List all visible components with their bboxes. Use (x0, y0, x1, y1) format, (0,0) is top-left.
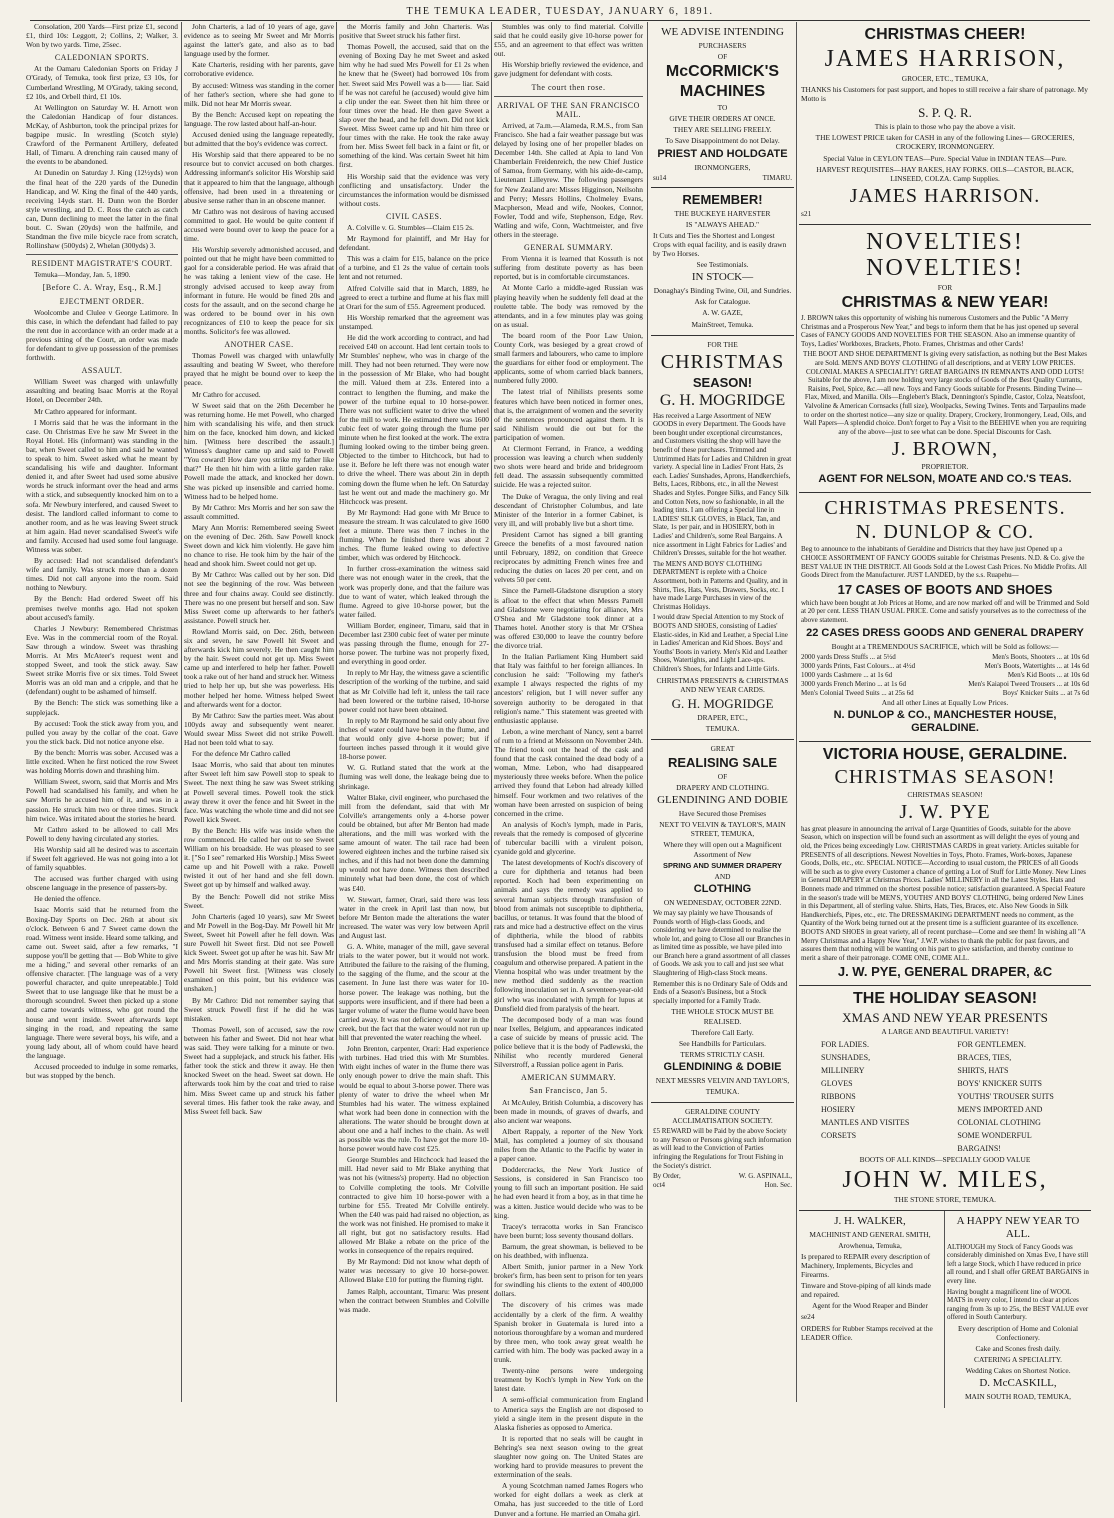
ad-line: Arowhenua, Temuka, (838, 1240, 902, 1250)
column-rule (647, 22, 648, 1402)
dunlop-ad (799, 493, 1091, 741)
ad-text: Has received a Large Assortment of NEW GOODS in every Department. The Goods have been bought under exceptional circumstances, and Customers visiting the shop will have the benefit of these purchases. Trimmed and Untrimmed Hats for Ladies and Children in great variety. A special line in Ladies' Front Hats, 2s each. Ladies' Sunshades, Aprons, Handkerchiefs, Belts, Laces, Ribbons, etc., in all the Newest Shades and Styles. Pongee Silks, and Fancy Silk and Cotton Nets, now so fashionable, in all the leading tints. I am offering a Special line in LADIES' SILK GLOVES, in Black, Tan, and Slate, 1s per pair, and in HOSIERY, both in Ladies' and Children's, some Real Bargains. A nice assortment in Light Fabrics for Ladies' and Children's Dresses, suitable for the hot weather. (653, 411, 792, 558)
ad-line: NEXT TO VELVIN & TAYLOR'S, MAIN STREET, TEMUKA, (659, 820, 786, 839)
ad-line: PURCHASERS (698, 41, 747, 50)
ad-line: See Handbills for Particulars. (678, 1038, 767, 1048)
paragraph: Lebon, a wine merchant of Nancy, sent a barrel of rum to a friend at Meissonn on November 24th. The friend took out the head of the cask and found that the cask contained the dead body of a woman, Mme. Lebon, who had disappeared mysteriously three weeks before. When the police arrived they found that Lebon had already killed himself. Four workmen and two relatives of the woman have been arrested on suspicion of being concerned in the crime. (494, 726, 644, 818)
paragraph: By accused: Had not scandalised defendant's wife and family. Was struck more than a dozen times. Did not call anyone into the room. Said nothing to Newbury. (26, 556, 178, 593)
ad-text: which have been bought at Job Prices at Home, and are now marked off and will be Trimmed and Sold at 20 per cent. LESS THAN USUAL PRICE. Come and satisfy yourselves as to the correctness of the above statement. (801, 598, 1089, 624)
paragraph: It is reported that no seals will be caught in Behring's sea next season owing to the great slaughter now going on. The United States are working hard to provide measures to prevent the extermination of the seals. (494, 1433, 643, 1480)
ad-text: has great pleasure in announcing the arrival of Large Quantities of Goods, suitable for the above Season, which on inspection will be found such an assortment as will delight the eyes of young and old, the Prices being exceedingly Low. CHRISTMAS CARDS in great variety. Articles suitable for PRESENTS of all descriptions. Newest Novelties in Toys, Photo. Frames, Work-boxes, Japanese Goods, Dolls, etc., etc. SPECIAL NOTICE—According to usual custom, the PRICES of all Goods will be such as to give every Customer a chance of getting a Lot of Stuff for Little Money. New Lines in General DRAPERY at Christmas Prices. Ladies' MILLINERY in all the Latest Styles. Hats and Bonnets made and trimmed on the shortest possible notice; satisfaction guaranteed. A Special Feature in the season's trade will be MEN'S, YOUTHS' AND BOYS' CLOTHING, being ordered New Lines in this Department, all of sterling value. Shirts, Hats, Ties, Braces, etc. Also New Goods in Silk Handkerchiefs, Pipes, etc., etc. The DRESSMAKING DEPARTMENT needs no comment, as the Quantity of the Work being turned out at the present time is a sufficient guarantee of its excellence. BOOTS AND SHOES in great variety, all of recent purchase—Come and see them! In wishing all "A Merry Christmas and a Happy New Year," J.W.P. wishes to thank the public for past favors, and assures them that nothing will be wanting on his part to give satisfaction, and thereby continue to merit a share of their patronage. COME ONE, COME ALL. (801, 824, 1086, 962)
paragraph: A young Scotchman named James Rogers who worked for eight dollars a week as clerk at Omaha, has just succeeded to the title of Lord Dunver and a fortune. He married an Omaha girl. (494, 1481, 643, 1518)
mccormick-ad (651, 22, 794, 188)
list-item: RIBBONS (821, 1092, 856, 1102)
paragraph: At Clermont Ferrand, in France, a wedding procession was leaving a church when suddenly two shots were heard and bride and bridegroom fell dead. The assassin subsequently committed suicide. He was a rejected suitor. (494, 444, 643, 490)
section-heading: GENERAL SUMMARY. (524, 243, 613, 253)
ad-line: W. G. ASPINALL, (738, 1172, 792, 1181)
bench-line: [Before C. A. Wray, Esq., R.M.] (42, 283, 162, 293)
ad-line: Every description of Home and Colonial Confectionery. (957, 1324, 1079, 1343)
paragraph: William Sweet, sworn, said that Morris and Mrs Powell had scandalised his family, and when he saw Morris he accused him of it, and was in a passion. He struck him two or three times. Struck him twice. Was irritated about the stories he heard. (26, 777, 178, 823)
price-right: Men's Boots, Shooters ... at 10s 6d (992, 652, 1089, 661)
paragraph: By accused: Witness was standing in the corner of her father's section, where she had gone to milk. Did not hear Mr Morris swear. (184, 80, 334, 108)
price-right: Men's Kaiapoi Tweed Trousers ... at 10s 6d (968, 679, 1089, 688)
ad-line: GREAT (710, 743, 735, 753)
paragraph: Since the Parnell-Gladstone disruption a story is afloat to the effect that when Messrs Parnell and Gladstone were negotiating for alliance, Mrs O'Shea and Mr Gladstone took dinner at a Thames hotel. Another story is that Mr O'Shea was offered £30,000 to leave the country before the divorce trial. (494, 586, 643, 650)
harrison-ad (799, 22, 1091, 225)
ad-title: MACHINES (679, 83, 766, 101)
paragraph: George Stumbles and Hitchcock had leased the mill. Had never said to Mr Blake anything that was not his (witness's) property. Had no objection to Colville completing the tools. Mr Colville contracted to give him 10 horse-power with a turbine for £55. Treated Mr Colville entirely. When the £40 was paid had raised no objection, as the work was not finished. He promised to make it all right, but got no satisfactory results. Had allowed Mr Blake a rebate on the price of the works in consequence of the repairs required. (339, 1155, 489, 1256)
ad-line: HARVEST REQUISITES—HAY RAKES, HAY FORKS. OILS—CASTOR, BLACK, LINSEED, COLZA. Camp Supplies. (816, 164, 1074, 183)
ad-title: JAMES HARRISON. (849, 184, 1041, 207)
paragraph: John Charteris, a lad of 10 years of age, gave evidence as to seeing Mr Sweet and Mr Morris against the latter's gate, and also as to bad language used by the former. (184, 22, 334, 59)
price-row (801, 662, 1089, 671)
ad-line: TERMS STRICTLY CASH. (680, 1049, 765, 1059)
paragraph: President Carnot has signed a bill granting Greece the benefits of a most favoured nation until February, 1892, on condition that Greece reciprocates by admitting French wines free and reducing the duties on laces 20 per cent, and on velvets 50 per cent. (494, 529, 643, 585)
ad-line: A LARGE AND BEAUTIFUL VARIETY! (881, 1027, 1009, 1037)
ad-title: SPRING AND SUMMER DRAPERY (663, 860, 782, 870)
paragraph: By the bench: Morris was sober. Accused was a little excited. When he first noticed the row Sweet was holding Morris down and thrashing him. (26, 747, 178, 776)
paragraph: G. A. White, manager of the mill, gave several trials to the water power, but it would not work. Attributed the failure to the raising of the fluming, to the sagging of the flume, and the scour at the casement. In June last there was water for 10-horse power. The leakage was nothing, but the supports were insufficient, and if there had been a larger volume of water the flume would have been carried away. It was not deficiency of water in the creek, but the fact that the water would not run up hill that prevented the water reaching the wheel. (339, 942, 489, 1043)
ad-text: Tinware and Stove-piping of all kinds made and repaired. (801, 1281, 931, 1300)
paragraph: His Worship said all he desired was to ascertain if Sweet felt aggrieved. He was not going into a lot of family squabbles. (26, 844, 178, 873)
ad-title: 22 CASES DRESS GOODS AND GENERAL DRAPERY (806, 626, 1084, 639)
paragraph: Twenty-nine persons were undergoing treatment by Koch's lymph in New York on the latest date. (494, 1366, 643, 1394)
column-1 (26, 22, 178, 1402)
ad-line: MainStreet, Temuka. (691, 319, 754, 329)
ad-line: THEY ARE SELLING FREELY. (673, 125, 772, 135)
paragraph: Mr Cathro was not desirous of having accused committed to gaol. He would be quite content if accused were bound over to keep the peace for a time. (184, 206, 334, 244)
ad-title: J. W. PYE, GENERAL DRAPER, &C (837, 964, 1053, 980)
ad-line: DRAPERY AND CLOTHING. (676, 783, 769, 793)
ad-title: XMAS AND NEW YEAR PRESENTS (842, 1010, 1048, 1026)
paragraph: By Mr Cathro: Saw the parties meet. Was about 100yds away and subsequently went nearer. Would swear Miss Sweet did not strike Powell. Had not been told what to say. (184, 710, 334, 748)
ad-text: Remember this is no Ordinary Sale of Odds and Ends of a Season's Business, but a Stock specially imported for a Family Trade. (653, 979, 788, 1005)
paragraph: At Wellington on Saturday W. H. Arnott won the Caledonian Handicap of four distances. McKay, of Ashburton, took the principal prizes for bagpipe music. In wrestling (Scotch style) Crawford of the Permanent Artillery, defeated Hall, of Timaru. A drenching rain caused many of the events to be abandoned. (26, 102, 178, 167)
ad-line: THE BUCKEYE HARVESTER (674, 208, 771, 218)
paragraph: The decomposed body of a man was found near Ixelles, Belgium, and appearances indicated a case of suicide by means of prussic acid. The police believe that it is the body of Padlewski, the Nihilist who recently murdered General Silverstroff, a Russian police agent in Paris. (494, 1014, 643, 1070)
mogridge-ad (651, 336, 794, 740)
paragraph: Isaac Morris said that he returned from the Boxing-Day Sports on Dec. 26th at about six o'clock. Between 6 and 7 Sweet came down the road. Witness went inside. Heard some talking, and came out. Sweet said, after a few remarks, "I suppose you'll be getting that — Bob White to give me a hiding," and several other remarks of an offensive character. [The language was of a very powerful character, and quite unrepeatable.] Told Sweet that to use language like that he must be a thorough scoundrel. Sweet then picked up a stone and came towards witness, who got round the house and went inside. Sweet afterwards kept singing in the road, and repeating the same language. There were several boys, his wife, and a young lady about, all of whom could have heard the language. (26, 905, 178, 1060)
ad-line: THE STONE STORE, TEMUKA. (893, 1194, 997, 1204)
paragraph: His Worship said that the evidence was very conflicting and unsatisfactory. Under the circumstances the information would be dismissed without costs. (339, 171, 489, 208)
column-rule (181, 22, 182, 1402)
product-lists (801, 1038, 1089, 1155)
paragraph: Consolation, 200 Yards—First prize £1, second £1, third 10s: Leggott, 2; Collins, 2; Walker, 3. Won by two yards. Time, 25sec. (26, 22, 178, 50)
paragraph: His Worship severely admonished accused, and pointed out that he might have been committed to gaol for a considerable period. He was afraid that he was taking a lenient view of the case. He strongly advised accused to keep away from informant in future. He would be fined 20s and costs for the assault, and on the second charge he was ordered to be bound over in his own recognizances of £10 to keep the peace for six months. Solicitor's fee was allowed. (184, 245, 334, 336)
mccaskill-ad (944, 1211, 1091, 1408)
ad-line: THE WHOLE STOCK MUST BE REALISED. (671, 1007, 774, 1026)
column-6-ads (799, 22, 1091, 1402)
paragraph: Accused denied using the language repeatedly, but admitted that the boy's evidence was correct. (184, 130, 334, 149)
paragraph: For the defence Mr Cathro called (192, 749, 291, 759)
ad-line: Donaghay's Binding Twine, Oil, and Sundries. (653, 286, 792, 296)
ad-line: Special Value in CEYLON TEAS—Pure. Special Value in INDIAN TEAS—Pure. (823, 153, 1067, 163)
ad-title: J. BROWN, (891, 438, 999, 461)
paragraph: Mr Cathro appeared for informant. (34, 406, 137, 416)
price-row (801, 689, 1089, 698)
ad-line: NEXT MESSRS VELVIN AND TAYLOR'S, (655, 1075, 790, 1085)
ad-title: REALISING SALE (667, 754, 778, 770)
paragraph: In further cross-examination the witness said there was not enough water in the creek, that the work was properly done, and that the failure was due to want of water, which leaked through the flume. Agreed to give 10-horse power, but the water failed. (339, 564, 489, 619)
paragraph: Stumbles was only to find material. Colville said that he could easily give 10-horse power for £55, and an agreement to that effect was written out. (494, 22, 643, 59)
ad-line: BOOTS OF ALL KINDS—SPECIALLY GOOD VALUE (859, 1155, 1031, 1165)
ad-line: TEMUKA. (705, 723, 740, 733)
paragraph: I Morris said that he was the informant in the case. On Christmas Eve he saw Mr Sweet in the Royal Hotel. His (informant) was standing in the bar, when Sweet called to him and said he wanted to speak to him. Sweet asked what he meant by scandalising his wife and daughter. Informant denied it, and after Sweet had used some abusive words he struck informant over the head and arms with a stick, and subsequently knocked him on to a sofa. Mr Newbury interfered, and caused Sweet to desist. The landlord called informant to come to another room, and as he was leaving Sweet struck at him again. Had never scandalised Sweet's wife and family. Accused had used some foul language. Witness was sober. (26, 417, 178, 554)
paragraph: His Worship said that there appeared to be no resource but to convict accused on both charges. Addressing informant's solicitor His Worship said that it appeared to him that the language, although offensive, had been used in a threatening or abusive sense rather than in an obscene manner. (184, 150, 334, 205)
list-heading: FOR LADIES. (821, 1040, 870, 1050)
paragraph: the Morris family and John Charteris. Was positive that Sweet struck his father first. (339, 22, 489, 41)
ad-line: CATERING A SPECIALITY. (974, 1355, 1062, 1365)
ad-line: IS "ALWAYS AHEAD." (685, 219, 760, 229)
paragraph: A. Colville v. G. Stumbles—Claim £15 2s. (347, 222, 474, 232)
paragraph: Mr Cathro asked to be allowed to call Mrs Powell to deny having circulated any stories. (26, 824, 178, 843)
ad-line: Therefore Call Early. (691, 1027, 754, 1037)
paragraph: William Sweet was charged with unlawfully assaulting and beating Isaac Morris at the Royal Hotel, on December 24th. (26, 377, 178, 405)
ad-title: AGENT FOR NELSON, MOATE AND CO.'S TEAS. (818, 473, 1072, 486)
buckeye-ad (651, 188, 794, 336)
ad-title: PRIEST AND HOLDGATE (657, 147, 788, 160)
list-item: BOYS' KNICKER SUITS (957, 1079, 1042, 1089)
ad-title: REMEMBER! (682, 191, 763, 207)
price-right: Men's Boots, Watertights ... at 14s 6d (984, 661, 1089, 670)
paragraph: In the Italian Parliament King Humbert said that Italy was faithful to her foreign alliances. In conclusion he said: "Following my father's example I always respected the rights of my ancestors' religion, but I will never suffer any sovereign authority to be derogated in that religion's name." This statement was greeted with enthusiastic applause. (494, 652, 643, 725)
price-left: Men's Colonial Tweed Suits ... at 25s 6d (801, 688, 914, 697)
ad-title: CHRISTMAS CHEER! (864, 26, 1026, 43)
ad-text: We may say plainly we have Thousands of Pounds worth of High-class Goods, and considering we have determined to realise the whole lot, and going to Close all our Branches in as limited time as possible, we have piled into our Branch here a grand assortment of all classes of Goods. We ask you to call and just see what Slaughtering of High-class Stock means. (653, 908, 791, 978)
paragraph: He did the work according to contract, and had received £40 on account. Had lent certain tools to Mr Stumbles' nephew, who was in charge of the mill. They had not been returned. They were now in the possession of Mr Blake, who had bought the mill. Valued them at 23s. Entered into a contract to lengthen the fluming, and make the power of the turbine equal to 10 horse-power. There was not sufficient water to drive the wheel for the mill to work. He estimated there was 1600 cubic feet of water going through the flume per minute when he first looked at the work. The extra fluming looked owing to the timber being green. Objected to the timber to Hitchcock, but had to use it. Before he left there was not enough water to drive the wheel. There was about 2in in depth coming down the flume when he left. On Saturday last he went out and made the machinery go. Mr Hitchcock was present. (339, 333, 489, 506)
ad-code: su14 (653, 173, 667, 182)
ad-line: To Save Disappointment do not Delay. (665, 136, 780, 146)
ad-title: J. W. PYE (899, 800, 991, 823)
paragraph: Mr Raymond for plaintiff, and Mr Hay for defendant. (339, 234, 489, 253)
ad-title: JAMES HARRISON, (824, 46, 1066, 72)
paragraph: This was a claim for £15, balance on the price of a turbine, and £1 2s the value of certain tools lent and not returned. (339, 254, 489, 282)
ad-text: Having bought a magnificent line of WOOL MATS in every color, I intend to clear at prices ranging from 3s up to 25s, the BEST VALUE ever offered in South Canterbury. (947, 1287, 1089, 1322)
list-item: MILLINERY (821, 1066, 865, 1076)
paragraph: The latest developments of Koch's discovery of a cure for diphtheria and tetanus had been reported. Koch had been experimenting on animals and says the remedy was applied to several human subjects through transfusion of blood from animals not susceptible to diphtheria, bacillus, or tetanus. It was found that the blood of rats and mice had a destructive effect on the virus of diphtheria, while the blood of rabbits transfused had a similar effect on tetanus. Before transfusion the blood must be freed from coagulum and otherwise prepared. A patient in the Vienna hospital who was under treatment by the new method died suddenly as the reaction following inoculation set in. A seventeen-year-old girl who was inoculated with lymph for lupus at Dunsfield died from paralysis of the heart. (494, 858, 643, 1013)
ad-title: N. DUNLOP & CO. (855, 521, 1035, 544)
ad-line: Have Secured those Premises (678, 809, 767, 819)
paragraph: In reply to Mr Hay, the witness gave a scientific description of the working of the turbine, and said that as Mr Colville had left it, unless the tail race had been lowered or the turbine raised, 10-horse power could not have been obtained. (339, 668, 489, 714)
divider (26, 254, 178, 255)
price-row (801, 671, 1089, 680)
section-heading: ARRIVAL OF THE SAN FRANCISCO MAIL. (497, 100, 640, 119)
ad-line: FOR (937, 282, 953, 292)
column-2 (184, 22, 334, 1402)
ad-code: se24 (801, 1312, 815, 1322)
ad-line: IN STOCK— (691, 271, 754, 284)
ad-line: GIVE THEIR ORDERS AT ONCE. (669, 114, 776, 124)
section-heading: CALEDONIAN SPORTS. (54, 53, 150, 63)
ad-line: TEMUKA. (705, 1087, 740, 1096)
miles-ad (799, 986, 1091, 1210)
ad-title: S. P. Q. R. (918, 105, 972, 121)
section-heading: ANOTHER CASE. (224, 340, 294, 350)
ad-line: GROCER, ETC., TEMUKA, (901, 74, 989, 83)
paragraph: An analysis of Koch's lymph, made in Paris, reveals that the remedy is composed of glycerine of tubercular bacilli with a virulent poison, cyanide gold and glycerine. (494, 819, 643, 857)
ad-line: This is plain to those who pay the above a visit. (874, 122, 1016, 132)
ad-line: Wedding Cakes on Shortest Notice. (965, 1366, 1071, 1376)
paragraph: Thomas Powell was charged with unlawfully assaulting and beating W Sweet, who therefore prayed that he might be bound over to keep the peace. (184, 351, 334, 388)
ad-title: 17 CASES OF BOOTS AND SHOES (837, 581, 1053, 597)
list-item: CORSETS (821, 1131, 857, 1141)
ad-line: FOR THE (707, 339, 738, 349)
paragraph: The latest trial of Nihilists presents some features which have been noticed in former ones, that is, the arraignment of women and the severity of the sentences pronounced against them. It is said Nihilism would die out but for the participation of women. (494, 387, 643, 442)
price-left: 1000 yards Cashmere ... at 1s 6d (801, 670, 893, 679)
paragraph: In reply to Mr Raymond he said only about five inches of water could have been in the flume, and that would only give 4-horse power; but if fourteen inches passed through it it would give 18-horse power. (339, 715, 489, 762)
paragraph: W. G. Rutland stated that the work at the fluming was well done, the leakage being due to shrinkage. (339, 763, 489, 791)
ad-line: CHRISTMAS SEASON! (907, 789, 983, 799)
ad-line: CHRISTMAS PRESENTS & CHRISTMAS AND NEW YEAR CARDS. (656, 675, 789, 694)
ladies-list (821, 1038, 933, 1155)
ad-title: D. McCASKILL, (979, 1377, 1057, 1390)
ad-title: CLOTHING (693, 882, 752, 895)
list-item: SUNSHADES, (821, 1053, 871, 1063)
price-right: Men's Kid Boots ... at 10s 6d (1007, 670, 1089, 679)
ad-title: VICTORIA HOUSE, GERALDINE. (822, 745, 1068, 763)
column-rule (491, 22, 492, 1402)
ad-text: It Cuts and Ties the Shortest and Longest Crops with equal facility, and is easily drawn by Two Horses. (653, 230, 787, 259)
ad-text: I would draw Special Attention to my Stock of BOOTS AND SHOES, consisting of Ladies' Elastic-sides, in Kid and Leather, a Special Line in Ladies' American and Kid Shoes. Boys' and Youths' Boots in variety. Men's Kid and Leather Shoes, Watertights, and Light Lace-ups. Children's Shoes, for Infants and Little Girls. (653, 613, 788, 673)
paragraph: John Charteris (aged 10 years), saw Mr Sweet and Mr Powell in the Bog-Day. Mr Powell hit Mr Sweet, Sweet hit Powell after he fell down. Was sure Powell hit Sweet first. Did not see Powell kick Sweet. Sweet got up after he was hit. Saw Mr and Mrs Morris standing at their gate. Was sure Powell hit Sweet first. [Witness was closely examined on this point, but his evidence was unshaken.] (184, 911, 334, 994)
ad-text: The MEN'S AND BOYS' CLOTHING DEPARTMENT is replete with a Choice Assortment, both in Patterns and Quality, and in Shirts, Ties, Hats, Vests, Drawers, Socks, etc. I have made Large Purchases in view of the Christmas Holidays. (653, 559, 788, 611)
ad-line: And all other Lines at Equally Low Prices. (881, 697, 1009, 707)
ad-text: ALTHOUGH my Stock of Fancy Goods was considerably diminished on Xmas Eve, I have still left a large Stock, which I have reduced in price all round, and I shall offer GREAT BARGAINS in every line. (947, 1242, 1089, 1286)
paragraph: Woolcombe and Clulee v George Latimore. In this case, in which the defendant had failed to pay the rent due in accordance with an order made at a previous sitting of the Court, an order was made for defendant to give up possession of the premises forthwith. (26, 307, 178, 363)
ad-line: Agent for the Wood Reaper and Binder (812, 1301, 928, 1311)
list-item: HOSIERY (821, 1105, 856, 1115)
ad-line: See Testimonials. (696, 260, 749, 270)
price-right: Boys' Knicker Suits ... at 7s 6d (1002, 688, 1089, 697)
list-item: MEN'S IMPORTED AND COLONIAL CLOTHING (957, 1105, 1043, 1128)
ad-text: Beg to announce to the inhabitants of Geraldine and Districts that they have just Opened up a CHOICE ASSORTMENT OF FANCY GOODS suitable for Christmas Presents. N.D. & Co. give the BEST VALUE IN THE DISTRICT. All Goods Sold at the Lowest Cash Prices. No Middle Profits. All Goods Direct from the Manufacturer. JUST LANDED, by the s.s. Ruapehu— (801, 545, 1087, 580)
paragraph: By the Bench: Accused kept on repeating the language. The row lasted about half-an-hour. (184, 109, 334, 128)
ad-line: WE ADVISE INTENDING (661, 26, 784, 38)
paragraph: By Mr Cathro: Was called out by her son. Did not see the beginning of the row. Was between three and four chains away. Could see distinctly. There was no one present but herself and son. Saw Miss Sweet come up afterwards to her father's assistance. Powell struck her. (184, 570, 334, 625)
ad-text: £5 REWARD will be Paid by the above Society to any Person or Persons giving such information as will lead to the Conviction of Parties infringing the Regulations for Trout Fishing in the Society's district. (653, 1127, 792, 1170)
ad-text: Is prepared to REPAIR every description of Machinery, Implements, Bicycles and Firearms. (801, 1251, 931, 1280)
ad-title: N. DUNLOP & CO., MANCHESTER HOUSE, GERALDINE. (833, 708, 1057, 734)
ad-title: CHRISTMAS & NEW YEAR! (841, 294, 1049, 312)
price-left: 2000 yards Dress Stuffs ... at 5½d (801, 652, 896, 661)
paragraph: His Worship briefly reviewed the evidence, and gave judgment for defendant with costs. (494, 60, 643, 79)
paragraph: W. Stewart, farmer, Orari, said there was less water in the creek in April last than now, but before Mr Benton made the alterations the water increased. The water was very low between April and August last. (339, 894, 489, 940)
ad-title: J. H. WALKER, (834, 1214, 906, 1227)
ad-title: CHRISTMAS PRESENTS. (824, 497, 1066, 520)
ad-line: THE LOWEST PRICE taken for CASH in any of the following Lines— GROCERIES, CROCKERY, IRONMONGERY. (815, 133, 1075, 152)
paragraph: By Mr Raymond: Did not know what depth of water was necessary to give 10 horse-power. Allowed Blake £10 for putting the fluming right. (339, 1257, 489, 1285)
ad-line: Bought at a TREMENDOUS SACRIFICE, which will be Sold as follows:— (831, 641, 1059, 651)
ad-line: TIMARU. (762, 173, 792, 182)
ad-title: CHRISTMAS (660, 350, 785, 373)
paragraph: William Border, engineer, Timaru, said that in December last 2300 cubic feet of water per minute was passing through the flume, enough for 27-horse power. The turbine was not properly fixed, and everything in good order. (339, 620, 489, 667)
realising-sale-ad (651, 740, 794, 1103)
ad-title: SEASON! (692, 374, 753, 390)
paragraph: Barnum, the great showman, is believed to be on his deathbed, with influenza. (494, 1241, 643, 1260)
paragraph: Charles J Newbury: Remembered Christmas Eve. Was in the commercial room of the Royal. Saw through a window. Sweet was thrashing Morris. At Mrs McAteer's request went and stopped Sweet, and took the stick away. Saw Sweet strike Morris five or six times. Told Sweet Morris was an old man and a cripple, and that he (defendant) ought to be ashamed of himself. (26, 623, 178, 697)
paragraph: By Mr Cathro: Did not remember saying that Sweet struck Powell first if he did he was mistaken. (184, 995, 334, 1023)
brown-ad (799, 225, 1091, 494)
paragraph: By the Bench: Powell did not strike Miss Sweet. (184, 891, 334, 910)
list-item: YOUTHS' TROUSER SUITS (957, 1092, 1054, 1102)
paragraph: At McAuley, British Columbia, a discovery has been made in mounds, of graves of dwarfs, and also ancient war weapons. (494, 1097, 643, 1125)
ad-code: oct4 (653, 1181, 666, 1190)
ad-line: IRONMONGERS, (694, 162, 751, 172)
ad-title: CHRISTMAS SEASON! (834, 765, 1056, 788)
paragraph: By accused: Took the stick away from you, and pulled you away by the collar of the coat. Gave you the stick back. Did not notice anyone else. (26, 718, 178, 746)
paragraph: By the Bench: Had ordered Sweet off his premises twelve months ago. Had not spoken about accused's family. (26, 594, 178, 622)
ad-line: Cake and Scones fresh daily. (975, 1344, 1061, 1354)
list-item: BRACES, TIES, (957, 1053, 1012, 1063)
paragraph: The accused was further charged with using obscene language in the presence of passers-by. (26, 874, 178, 893)
paragraph: His Worship remarked that the agreement was unstamped. (339, 312, 489, 331)
column-rule (796, 22, 797, 1402)
paragraph: James Ralph, accountant, Timaru: Was present when the contract between Stumbles and Colville was made. (339, 1286, 489, 1314)
ad-title: A HAPPY NEW YEAR TO ALL. (956, 1214, 1080, 1240)
paragraph: A semi-official communication from England to America says the English are not disposed to yield a single item in the present dispute in the Alaska fisheries as opposed to America. (494, 1395, 643, 1432)
divider (494, 96, 643, 97)
ad-line: A. W. GAZE, (702, 308, 743, 318)
paragraph: Tracey's terracotta works in San Francisco have been burnt; loss seventy thousand dollars. (494, 1221, 643, 1240)
paragraph: Doddercracks, the New York Justice of Sessions, is considered in San Francisco too young to fill such an important position. He said he had even heard it from a boy, as in that time he was a kitten. Justice would decide who was to be king. (494, 1165, 643, 1220)
paragraph: By the Bench: His wife was inside when the row commenced. He called her out to see Sweet William on his broadside. He was pleased to see it. ["So I see" remarked His Worship.] Miss Sweet came up and hit Powell with a rake. Powell twisted it out of her hand and she fell down. Sweet got up by himself and walked away. (184, 825, 334, 890)
ad-line: MAIN SOUTH ROAD, TEMUKA, (964, 1392, 1071, 1402)
ad-line: TO (717, 103, 728, 113)
section-heading: ASSAULT. (81, 366, 123, 376)
ad-line: DRAPER, ETC., (697, 712, 748, 722)
ad-line: Hon. Sec. (764, 1181, 792, 1190)
dateline: San Francisco, Jan 5. (529, 1086, 608, 1096)
paragraph: Alfred Colville said that in March, 1889, he agreed to erect a turbine and flume at his flax mill at Orari for the sum of £55. Agreement produced. (339, 283, 489, 311)
paragraph: By the Bench: The stick was something like a supplejack. (26, 698, 178, 717)
ad-line: Ask for Catalogue. (694, 297, 751, 307)
paragraph: The Duke of Veragua, the only living and real descendant of Christopher Columbus, and late Minister of the Interior in a former Cabinet, is very ill, and will probably live but a short time. (494, 491, 643, 528)
paragraph: Walter Blake, civil engineer, who purchased the mill from the defendant, said that with Mr Colville's arrangements only a 4-horse power could be obtained, but after Mr Benton had made alterations, and the mill was worked with the same amount of water. The tail race had been lowered eighteen inches and the turbine raised six inches, and if this had not been done the damming up would not have done. Witness then described minutely what had been done, the cost of which was £40. (339, 792, 489, 893)
column-5-ads (651, 22, 794, 1402)
ad-text: THANKS his Customers for past support, and hopes to still receive a fair share of patronage. My Motto is (801, 85, 1088, 104)
dateline: Temuka—Monday, Jan. 5, 1890. (34, 270, 131, 280)
paragraph: Isaac Morris, who said that about ten minutes after Sweet left him saw Powell stop to speak to Sweet. The next thing he saw was Sweet striking at Powell several times. Powell took the stick away threw it over the fence and hit Sweet in the face. Was watching the whole time and did not see Powell kick Sweet. (184, 760, 334, 824)
price-left: 3000 yards French Merino ... at 1s 6d (801, 679, 906, 688)
paragraph: Rowland Morris said, on Dec. 26th, between six and seven, he saw Powell hit Sweet and afterwards kick him severely. He then caught him by the hair. Sweet could not get up. Miss Sweet came up and interfered to help her father. Powell took a rake out of her hand and struck her. Witness tried to help her up, but she was powerless. His mother helped her home. Witness helped Sweet and afterwards went for a doctor. (184, 626, 335, 709)
paragraph: W Sweet said that on the 26th December he was returning home. He met Powell, who charged him with scandalising his wife, and then struck him on the face, knocked him down, and kicked him. [Witness here described the assault.] Witness's daughter came up and said to Powell "You coward! How dare you strike my father like that?" He then hit him with a little garden rake. Powell made the attack, and knocked her down. She was picked up insensible and carried home. Witness had to be helped home. (184, 400, 334, 501)
ad-text: ORDERS for Rubber Stamps received at the LEADER Office. (801, 1323, 933, 1342)
ad-line: OF (717, 771, 728, 781)
paragraph: At Monte Carlo a middle-aged Russian was playing heavily when he suddenly fell dead at the roulette table. The body was removed by the attendants, and in a few minutes play was going on as usual. (494, 283, 643, 329)
ad-line: OF (717, 52, 728, 62)
ad-line: By Order, (653, 1172, 681, 1181)
ad-text: THE BOOT AND SHOE DEPARTMENT Is giving every satisfaction, as nothing but the Best Makes are Sold. MEN'S AND BOYS' CLOTHING of all descriptions, and at VERY LOW PRICES. COLONIAL MAKES A SPECIALITY! GREAT BARGAINS IN REMNANTS AND ODD LOTS! Suitable for the above, I am now holding very large stocks of Goods of the Best Quality Currants, Raisins, Peel, Spice, &c.—all new. Toys and Fancy Goods suitable for Presents. Binding Twine—Flax, Mixed, and Manilla. Oils—Englebert's Black, Dennington's Spindle, Castor, Colza, Neatsfoot, Valvoline & American Cornsacks (full size), Woolpacks, Sewing Twines. Tents and Tarpaulins made to order on the shortest notice—any size or quality. Drapery, Crockery, Ironmongery, Lead, Oils, and Wall Papers—A splendid choice. Don't forget to Pay a Visit to the BEEHIVE when you are requiring any of the above—just to see what can be done. Special Discounts for Cash. (803, 350, 1087, 436)
paragraph: Mary Ann Morris: Remembered seeing Sweet on the evening of Dec. 26th. Saw Powell knock Sweet down and kick him violently. He gave him no chance to rise. He took him by the hair of the head and shook him. Sweet could not get up. (184, 522, 334, 569)
ad-line: Where they will open out a Magnificent Assortment of New (663, 840, 782, 859)
price-left: 3000 yards Prints, Fast Colours... at 4½d (801, 661, 916, 670)
paragraph: Arrived, at 7a.m.—Alameda, R.M.S., from San Francisco. She had a fair weather passage but was delayed by losing one of her propeller blades on December 14th. She called at Apia to land Von Chamberlain Freidenreich, the new Chief Justice of Samoa, from Germany, with his aide-de-camp, Lieutenant Lilleyrew. The following passengers for New Zealand are: Misses Higginson, Neilsohn and Perry; Messrs Hollins, Cholmeley Evans, Macpherson, Mead and wife, Nookes, Connor, Fowler, Todd and wife, Stephenson, Edge, Rev. Watling and wife, Conn, Wachtmeister, and five others in the steerage. (494, 120, 643, 239)
masthead: THE TEMUKA LEADER, TUESDAY, JANUARY 6, 1891. (30, 6, 1090, 21)
ad-title: GERALDINE COUNTY ACCLIMATISATION SOCIETY. (672, 1107, 773, 1126)
walker-ad (799, 1211, 941, 1408)
paragraph: Thomas Powell, son of accused, saw the row between his father and Sweet. Did not hear what was said. They were talking for a minute or two. Sweet had a supplejack, and struck his father. His father took the stick and threw it away. He then knocked Sweet on the head. Sweet sat down. He afterwards took him by the coat and tried to raise him. Miss Sweet came up and struck his father several times. His father took the rake away, and Miss Sweet fell back. Saw (184, 1024, 334, 1116)
paragraph: Albert Rappaly, a reporter of the New York Mail, has completed a journey of six thousand miles from the Atlantic to the Pacific by water in a paper canoe. (494, 1126, 643, 1164)
ad-line: ON WEDNESDAY, OCTOBER 22ND. (663, 897, 782, 907)
list-heading: FOR GENTLEMEN. (957, 1040, 1026, 1050)
acclimatisation-ad (651, 1103, 794, 1194)
list-item: GLOVES (821, 1079, 853, 1089)
paragraph: Albert Smith, junior partner in a New York broker's firm, has been sent to prison for ten years for swindling his clients to the extent of 400,000 dollars. (494, 1262, 643, 1299)
ad-title: G. H. MOGRIDGE (659, 391, 786, 409)
court-closing: The court then rose. (531, 82, 606, 92)
gents-list (957, 1038, 1069, 1155)
ad-code: s21 (801, 208, 812, 218)
column-4 (494, 22, 644, 1518)
ad-title: McCORMICK'S (665, 63, 780, 81)
list-item: MANTLES AND VISITES (821, 1118, 910, 1128)
paragraph: Accused proceeded to indulge in some remarks, but was stopped by the bench. (26, 1062, 178, 1081)
list-item: SHIRTS, HATS (957, 1066, 1009, 1076)
paragraph: John Brenton, carpenter, Orari: Had experience with turbines. Had tried this with Mr Stumbles. With eight inches of water in the flume there was only enough power to drive the main shaft. This would be equal to about 3-horse power. There was plenty of water to drive the wheel when Mr Stumbles had his water. The witness explained what work had been done in connection with the alterations. The water should be brought down at about one and a half inches to the chain. As well as possible was the rule. To have got the more 10-horse power would have cost £25. (339, 1044, 489, 1154)
list-item: SOME WONDERFUL BARGAINS! (957, 1131, 1032, 1154)
paragraph: By Mr Cathro: Mrs Morris and her son saw the assault committed. (184, 502, 334, 521)
paragraph: Thomas Powell, the accused, said that on the evening of Boxing Day he met Sweet and asked him why he had sued Mrs Powell for £1 2s when he knew that he (Sweet) had borrowed 10s from her. Sweet said Mrs Powell was a b—— liar. Said if he was not careful he (accused) would give him a clip under the ear. Sweet then hit him three or four times over the head. He then gave Sweet a slap over the head, and he fell down. Did not kick Sweet. Miss Sweet came up and hit him three or four times with the rake. He took the rake away from her. Miss Sweet fell back in a faint or fit, or something of the kind. Was certain Sweet hit him first. (339, 42, 489, 170)
ad-title: NOVELTIES! NOVELTIES! (866, 228, 1024, 281)
section-heading: CIVIL CASES. (386, 211, 442, 221)
price-row (801, 653, 1089, 662)
section-heading: EJECTMENT ORDER. (59, 296, 145, 306)
ad-title: GLENDINING AND DOBIE (657, 794, 788, 807)
ad-title: GLENDINING & DOBIE (663, 1060, 782, 1073)
ad-line: MACHINIST AND GENERAL SMITH, (809, 1229, 931, 1239)
price-row (801, 680, 1089, 689)
paragraph: The board room of the Poor Law Union, County Cork, was besieged by a great crowd of small farmers and labourers, who came to implore the guardians for either food or employment. The applicants, some of whom carried black banners, numbered fully 2000. (494, 330, 643, 386)
paragraph: Mr Cathro for accused. (192, 389, 261, 399)
column-3 (339, 22, 489, 1402)
ad-line: PROPRIETOR. (921, 462, 969, 472)
column-rule (336, 22, 337, 1402)
paragraph: The discovery of his crimes was made accidentally by a clerk of the firm. A wealthy Spanish broker in Guatemala is lured into a notorious thoroughfare by a woman and murdered by three men, who took away great wealth he carried with him. The body was packed away in a trunk. (494, 1300, 643, 1365)
paragraph: At Dunedin on Saturday J. King (12½yds) won the final heat of the 220 yards of the Dunedin Handicap, and W. King the final of the 440 yards, receiving 14yds start. H. Dunn won the Border style wrestling, and D. C. Ross the catch as catch can, Dunn declining to meet the latter in the final bout. C. Swan (20yds) won the halfmile, and Standman the five mile bicycle race from scratch, Rollinshaw (500yds) 2, Whelan (300yds) 3. (26, 168, 178, 251)
pye-ad (799, 742, 1091, 987)
paragraph: He denied the offence. (34, 894, 101, 904)
ad-title: G. H. MOGRIDGE (671, 695, 774, 711)
ad-title: THE HOLIDAY SEASON! (852, 990, 1038, 1008)
paragraph: At the Oamaru Caledonian Sports on Friday J O'Grady, of Temuka, took first prize, £3 10s, for Cumberland Wrestling, M O'Grady, taking second, £2 10s, and Orbell third, £1 10s. (26, 64, 178, 101)
paragraph: Kate Charteris, residing with her parents, gave corroborative evidence. (184, 60, 334, 79)
paragraph: By Mr Raymond: Had gone with Mr Bruce to measure the stream. It was calculated to give 1600 feet a minute. There was then 7 inches in the fluming. When he finished there was about 2 inches. The flume leaked owing to defective timber, which was ordered by Hitchcock. (339, 507, 489, 563)
ad-line: AND (714, 871, 731, 881)
section-heading: AMERICAN SUMMARY. (520, 1073, 617, 1083)
bottom-ads (799, 1211, 1091, 1408)
ad-text: J. BROWN takes this opportunity of wishing his numerous Customers and the Public "A Merry Christmas and a Prosperous New Year," and begs to inform them that he has just opened up several Cases of FANCY GOODS AND NOVELTIES FOR THE SEASON. Also an immense quantity of Toys, Ladies' Workboxes, Brackets, Photo. Frames, Christmas and other Cards! (801, 314, 1079, 348)
section-heading: RESIDENT MAGISTRATE'S COURT. (31, 259, 173, 269)
ad-title: JOHN W. MILES, (842, 1166, 1048, 1193)
paragraph: From Vienna it is learned that Kossuth is not suffering from destitute poverty as has been reported, but is in comfortable circumstances. (494, 254, 643, 282)
